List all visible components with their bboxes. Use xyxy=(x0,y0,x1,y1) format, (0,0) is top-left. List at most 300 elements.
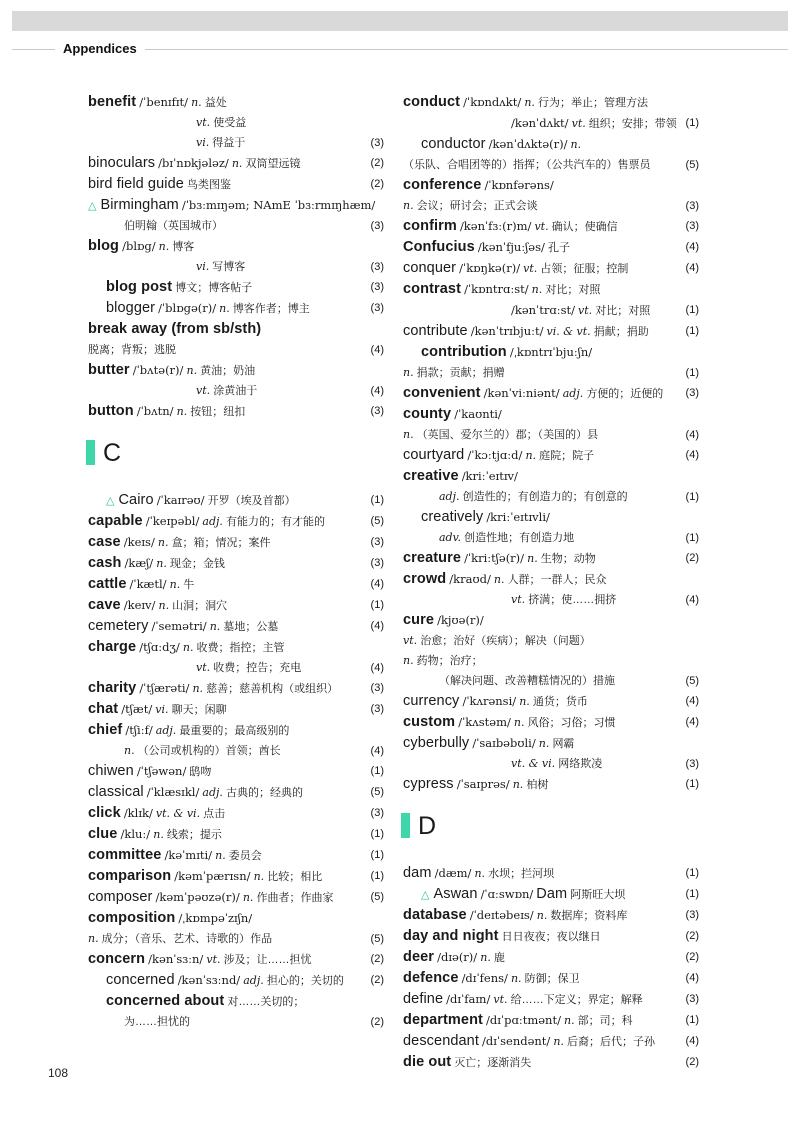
level-number: (2) xyxy=(370,178,384,190)
entry-row xyxy=(88,574,384,595)
entry-row xyxy=(403,569,699,590)
entry-row xyxy=(403,321,699,342)
definition: 对比；对照 xyxy=(595,305,651,317)
level-number: (5) xyxy=(370,786,384,798)
headword: convenient xyxy=(403,385,481,401)
definition: 方便的；近便的 xyxy=(586,388,664,400)
entry-row xyxy=(403,134,699,155)
headword: charity xyxy=(88,680,137,696)
definition: 伯明翰（英国城市） xyxy=(124,220,223,232)
entry-row xyxy=(88,113,384,133)
headword: classical xyxy=(88,784,144,800)
level-number: (4) xyxy=(370,578,384,590)
part-of-speech: n. xyxy=(219,302,230,315)
level-number: (3) xyxy=(370,682,384,694)
part-of-speech: vt. xyxy=(534,220,549,233)
entry-row xyxy=(88,298,384,319)
entry-row xyxy=(88,699,384,720)
entry-row xyxy=(88,720,384,741)
part-of-speech: vt. xyxy=(196,384,211,397)
part-of-speech: n. xyxy=(474,867,486,880)
phonetic: /kənˈfɜː(r)m/ xyxy=(459,219,532,233)
definition: （英国、爱尔兰的）郡；（美国的）县 xyxy=(416,429,599,441)
phonetic: /ˈkriːtʃə(r)/ xyxy=(464,551,525,565)
definition: 给……下定义；界定；解释 xyxy=(510,994,643,1006)
definition: 鹿 xyxy=(493,952,505,964)
headword: chiwen xyxy=(88,763,134,779)
headword: county xyxy=(403,406,452,422)
phonetic: /kəmˈpəʊzə(r)/ xyxy=(155,890,240,904)
entry-row xyxy=(88,257,384,277)
headword: composition xyxy=(88,910,176,926)
part-of-speech: n. xyxy=(158,240,170,253)
definition: 防御；保卫 xyxy=(524,973,580,985)
definition: 得益于 xyxy=(212,137,246,149)
headword: chief xyxy=(88,722,123,738)
phonetic: /bɪˈnɒkjələz/ xyxy=(158,156,229,170)
phonetic: /kəˈmɪti/ xyxy=(164,848,213,862)
definition: （公司或机构的）首领；酋长 xyxy=(137,745,281,757)
entry-row xyxy=(88,845,384,866)
entry-row xyxy=(403,651,699,671)
entry-row xyxy=(403,926,699,947)
phonetic: /ˈkætl/ xyxy=(129,577,167,591)
right-column xyxy=(403,92,699,1073)
definition: 墓地；公墓 xyxy=(223,621,279,633)
phonetic: /kæʃ/ xyxy=(124,556,154,570)
headword: department xyxy=(403,1012,483,1028)
headword: currency xyxy=(403,693,460,709)
entry-row xyxy=(403,631,699,651)
level-number: (1) xyxy=(685,367,699,379)
definition: 鸟类图鉴 xyxy=(186,179,231,191)
headword: contribute xyxy=(403,323,468,339)
entry-row xyxy=(88,216,384,236)
phonetic: /ˈkaɪrəʊ/ xyxy=(156,493,205,507)
part-of-speech: vi. xyxy=(196,260,210,273)
phonetic: /blɒg/ xyxy=(122,239,156,253)
entry-row xyxy=(88,1012,384,1032)
part-of-speech: n. xyxy=(158,599,170,612)
triangle-marker-icon: △ xyxy=(88,200,97,212)
phonetic: /kənˈfjuːʃəs/ xyxy=(477,240,545,254)
headword: contribution xyxy=(421,344,507,360)
definition: 博客 xyxy=(172,241,195,253)
entry-row xyxy=(88,133,384,153)
entry-row xyxy=(88,401,384,422)
headword: cure xyxy=(403,612,435,628)
entry-row xyxy=(403,466,699,487)
entry-row xyxy=(403,383,699,404)
definition: 日日夜夜；夜以继日 xyxy=(501,931,601,943)
level-number: (3) xyxy=(685,387,699,399)
definition: 聊天；闲聊 xyxy=(171,704,227,716)
entry-row xyxy=(403,774,699,795)
part-of-speech: n. xyxy=(153,828,164,841)
definition: 收费；控告；充电 xyxy=(213,662,302,674)
entry-row xyxy=(403,92,699,113)
level-number: (2) xyxy=(685,1056,699,1068)
entry-row xyxy=(403,342,699,363)
phonetic: /dɪˈfaɪn/ xyxy=(446,992,491,1006)
phonetic: /ˈɑːswɒn/ xyxy=(480,887,534,901)
headword: crowd xyxy=(403,571,447,587)
headword: descendant xyxy=(403,1033,479,1049)
phonetic: /ˈklæsɪkl/ xyxy=(146,785,200,799)
entry-row xyxy=(88,236,384,257)
definition: 按钮；纽扣 xyxy=(190,406,246,418)
definition: 治愈；治好（疾病）；解决（问题） xyxy=(420,635,591,647)
entry-row xyxy=(403,507,699,528)
definition: 占领；征服；控制 xyxy=(540,263,629,275)
level-number: (1) xyxy=(685,1014,699,1026)
definition: 为……担忧的 xyxy=(124,1016,190,1028)
phonetic: /kənˈsɜːnd/ xyxy=(177,973,241,987)
headword: confirm xyxy=(403,218,457,234)
definition: （乐队、合唱团等的）指挥；（公共汽车的）售票员 xyxy=(403,159,651,171)
part-of-speech: vt. xyxy=(523,262,538,275)
entry-row xyxy=(88,553,384,574)
part-of-speech: n. xyxy=(480,951,491,964)
definition: 比较；相比 xyxy=(267,871,323,883)
level-number: (1) xyxy=(685,888,699,900)
phonetic: /ˈkɒŋkə(r)/ xyxy=(459,261,521,275)
part-of-speech: adj. xyxy=(202,786,223,799)
entry-row xyxy=(403,733,699,754)
phonetic: /kjʊə(r)/ xyxy=(437,613,484,627)
level-number: (2) xyxy=(370,974,384,986)
entry-row xyxy=(403,691,699,712)
entry-row xyxy=(88,340,384,360)
entry-row xyxy=(403,425,699,445)
definition: 孔子 xyxy=(547,242,570,254)
headword: concerned xyxy=(106,972,175,988)
level-number: (3) xyxy=(370,536,384,548)
part-of-speech: n. xyxy=(403,654,414,667)
definition: 委员会 xyxy=(228,850,262,862)
definition: 捐款；贡献；捐赠 xyxy=(416,367,505,379)
entry-row xyxy=(403,445,699,466)
definition: 庭院；院子 xyxy=(539,450,595,462)
definition: 担心的；关切的 xyxy=(266,975,344,987)
headword: break away (from sb/sth) xyxy=(88,321,262,337)
level-number: (2) xyxy=(370,157,384,169)
level-number: (2) xyxy=(685,951,699,963)
entry-row xyxy=(88,929,384,949)
definition: 作曲者；作曲家 xyxy=(256,892,334,904)
level-number: (3) xyxy=(370,302,384,314)
headword: case xyxy=(88,534,121,550)
entry-row xyxy=(403,528,699,548)
definition: 写博客 xyxy=(212,261,246,273)
entry-row xyxy=(403,754,699,774)
definition: 柏树 xyxy=(526,779,549,791)
definition: 确认；使确信 xyxy=(551,221,618,233)
phonetic: /ˈdeɪtəbeɪs/ xyxy=(469,908,534,922)
entry-row xyxy=(403,404,699,425)
phonetic: /kluː/ xyxy=(120,827,151,841)
definition: 后裔；后代；子孙 xyxy=(567,1036,656,1048)
entry-row xyxy=(88,277,384,298)
headword: bird field guide xyxy=(88,176,184,192)
part-of-speech: vt. xyxy=(196,116,211,129)
part-of-speech: n. xyxy=(403,199,414,212)
level-number: (4) xyxy=(370,745,384,757)
headword: deer xyxy=(403,949,435,965)
part-of-speech: n. xyxy=(157,536,169,549)
part-of-speech: n. xyxy=(186,364,198,377)
level-number: (5) xyxy=(685,675,699,687)
part-of-speech: n. xyxy=(209,620,221,633)
definition: 药物；治疗； xyxy=(416,655,483,667)
phonetic: /kənˈtrɪbjuːt/ xyxy=(470,324,544,338)
phonetic: /ˈbɜːmɪŋəm; NAmE ˈbɜːrmɪŋhæm/ xyxy=(181,198,376,212)
part-of-speech: vt. xyxy=(578,304,593,317)
definition: 成分；（音乐、艺术、诗歌的）作品 xyxy=(101,933,273,945)
definition: 双筒望远镜 xyxy=(245,158,301,170)
part-of-speech: n. xyxy=(493,573,505,586)
definition: 最重要的；最高级别的 xyxy=(179,725,290,737)
entry-row xyxy=(88,970,384,991)
definition: 阿斯旺大坝 xyxy=(570,889,626,901)
part-of-speech: n. xyxy=(510,972,522,985)
level-number: (1) xyxy=(370,494,384,506)
phonetic: /ˈkɒndʌkt/ xyxy=(463,95,522,109)
headword: button xyxy=(88,403,134,419)
level-number: (2) xyxy=(370,953,384,965)
part-of-speech: n. xyxy=(215,849,226,862)
definition: 人群；一群人；民众 xyxy=(507,574,607,586)
level-number: (1) xyxy=(370,870,384,882)
headword: blog xyxy=(88,238,120,254)
entry-row xyxy=(88,741,384,761)
definition: 博文；博客帖子 xyxy=(175,282,253,294)
entry-row xyxy=(88,887,384,908)
definition: 古典的；经典的 xyxy=(226,787,303,799)
entry-row xyxy=(403,884,699,905)
entry-row xyxy=(403,300,699,321)
phonetic: /kənˈsɜːn/ xyxy=(148,952,204,966)
entry-row xyxy=(88,803,384,824)
level-number: (4) xyxy=(685,594,699,606)
entry-row xyxy=(88,92,384,113)
definition: 风俗；习俗；习惯 xyxy=(527,717,616,729)
entry-row xyxy=(88,490,384,511)
page-number: 108 xyxy=(48,1066,69,1080)
phonetic: /ˈsemətri/ xyxy=(151,619,207,633)
definition: 对比；对照 xyxy=(545,284,601,296)
entry-row xyxy=(403,216,699,237)
entry-row xyxy=(403,237,699,258)
headword: binoculars xyxy=(88,155,156,171)
level-number: (3) xyxy=(370,281,384,293)
phonetic: /keɪv/ xyxy=(123,598,156,612)
entry-row xyxy=(403,155,699,175)
level-number: (3) xyxy=(370,220,384,232)
level-number: (2) xyxy=(685,552,699,564)
part-of-speech: n. xyxy=(156,557,167,570)
entry-row xyxy=(88,595,384,616)
part-of-speech: adj. xyxy=(439,490,460,503)
headword: charge xyxy=(88,639,137,655)
level-number: (1) xyxy=(370,765,384,777)
definition: 收费；指控；主管 xyxy=(196,642,285,654)
entry-row xyxy=(88,678,384,699)
part-of-speech: vi. xyxy=(196,136,210,149)
definition: 部；司；科 xyxy=(577,1015,633,1027)
definition: 捐献；捐助 xyxy=(593,326,649,338)
triangle-marker-icon: △ xyxy=(106,495,115,507)
level-number: (1) xyxy=(685,325,699,337)
level-number: (1) xyxy=(685,867,699,879)
phonetic: /ˈtʃəwən/ xyxy=(136,764,187,778)
headword: concern xyxy=(88,951,146,967)
definition: 行为；举止；管理方法 xyxy=(537,97,648,109)
phonetic: /ˈkeɪpəbl/ xyxy=(145,514,200,528)
definition: 涉及；让……担忧 xyxy=(223,954,312,966)
entry-row xyxy=(88,824,384,845)
headword: cave xyxy=(88,597,121,613)
definition: 点击 xyxy=(203,808,226,820)
level-number: (4) xyxy=(685,429,699,441)
entry-row xyxy=(403,175,699,196)
level-number: (1) xyxy=(370,828,384,840)
definition: 创造性地；有创造力地 xyxy=(464,532,575,544)
part-of-speech: n. xyxy=(242,891,254,904)
headword: creature xyxy=(403,550,462,566)
part-of-speech: vi. & vt. xyxy=(546,325,591,338)
part-of-speech: n. xyxy=(538,737,550,750)
headword: cash xyxy=(88,555,122,571)
entry-row xyxy=(88,782,384,803)
headword: dam xyxy=(403,865,432,881)
headword: conductor xyxy=(421,136,486,152)
phonetic: /ˈbʌtə(r)/ xyxy=(132,363,184,377)
level-number: (3) xyxy=(370,807,384,819)
section-marker xyxy=(86,440,95,465)
part-of-speech: adj. xyxy=(243,974,264,987)
level-number: (1) xyxy=(685,778,699,790)
part-of-speech: n. xyxy=(527,552,538,565)
level-number: (1) xyxy=(685,304,699,316)
headword: cypress xyxy=(403,776,454,792)
part-of-speech: n. xyxy=(525,449,537,462)
entry-row xyxy=(88,511,384,532)
definition: 涂黄油于 xyxy=(213,385,258,397)
entry-row xyxy=(403,1052,699,1073)
headword: clue xyxy=(88,826,118,842)
phonetic: /klɪk/ xyxy=(123,806,153,820)
level-number: (3) xyxy=(370,261,384,273)
level-number: (1) xyxy=(370,599,384,611)
level-number: (4) xyxy=(685,716,699,728)
headword: database xyxy=(403,907,467,923)
definition: 脱离；背叛；逃脱 xyxy=(88,344,176,356)
section-letter: C xyxy=(103,439,122,467)
definition: 组织；安排；带领 xyxy=(588,118,677,130)
phonetic: /kənˈtrɑːst/ xyxy=(511,303,575,317)
part-of-speech: n. xyxy=(169,578,181,591)
entry-row xyxy=(88,381,384,401)
entry-row xyxy=(88,658,384,678)
entry-row xyxy=(403,487,699,507)
level-number: (4) xyxy=(685,449,699,461)
level-number: (5) xyxy=(370,515,384,527)
headword: cyberbully xyxy=(403,735,470,751)
definition: 数据库；资料库 xyxy=(550,910,628,922)
section-marker xyxy=(401,813,410,838)
level-number: (4) xyxy=(370,344,384,356)
phonetic: /dɪˈsendənt/ xyxy=(482,1034,551,1048)
level-number: (4) xyxy=(685,1035,699,1047)
headword: click xyxy=(88,805,121,821)
phonetic: /kriːˈeɪtɪvli/ xyxy=(486,510,550,524)
phonetic: /kraʊd/ xyxy=(449,572,491,586)
level-number: (5) xyxy=(370,891,384,903)
headword: cemetery xyxy=(88,618,149,634)
part-of-speech: n. xyxy=(564,1014,575,1027)
section-header-c xyxy=(86,434,384,476)
phonetic: /kənˈdʌkt/ xyxy=(511,116,569,130)
part-of-speech: n. xyxy=(192,682,204,695)
headword: creative xyxy=(403,468,459,484)
headword: Cairo xyxy=(118,492,154,508)
entry-row xyxy=(403,1010,699,1031)
entry-row xyxy=(88,616,384,637)
part-of-speech: vt. xyxy=(571,117,586,130)
definition: 博客作者；博主 xyxy=(232,303,310,315)
definition: 水坝；拦河坝 xyxy=(488,868,555,880)
headword: cattle xyxy=(88,576,127,592)
entry-row xyxy=(88,532,384,553)
level-number: (2) xyxy=(370,1016,384,1028)
phonetic: /ˈbenɪfɪt/ xyxy=(139,95,189,109)
triangle-marker-icon: △ xyxy=(421,889,430,901)
entry-row xyxy=(403,590,699,610)
entry-row xyxy=(88,174,384,195)
headword: benefit xyxy=(88,94,137,110)
definition: 线索；提示 xyxy=(166,829,222,841)
entry-row xyxy=(403,671,699,691)
headword: blogger xyxy=(106,300,156,316)
phonetic: /ˌkɒmpəˈzɪʃn/ xyxy=(178,911,253,925)
phonetic: /tʃiːf/ xyxy=(125,723,153,737)
part-of-speech: vt. xyxy=(196,661,211,674)
headword: conquer xyxy=(403,260,457,276)
page-header-title: Appendices xyxy=(55,41,145,56)
part-of-speech: vt. xyxy=(493,993,508,1006)
entry-row xyxy=(88,991,384,1012)
phonetic: /ˈkʌrənsi/ xyxy=(462,694,517,708)
entry-row xyxy=(403,863,699,884)
definition: 使受益 xyxy=(213,117,247,129)
phonetic: /ˈblɒgə(r)/ xyxy=(158,301,217,315)
level-number: (5) xyxy=(370,933,384,945)
definition: 对……关切的； xyxy=(227,996,305,1008)
phonetic: /ˈkʌstəm/ xyxy=(458,715,511,729)
part-of-speech: n. xyxy=(519,695,530,708)
headword: chat xyxy=(88,701,119,717)
level-number: (3) xyxy=(370,557,384,569)
definition: 牛 xyxy=(183,579,195,591)
level-number: (4) xyxy=(685,262,699,274)
entry-row xyxy=(88,949,384,970)
level-number: (4) xyxy=(370,620,384,632)
definition: 盒；箱；情况；案件 xyxy=(171,537,271,549)
part-of-speech: adj. xyxy=(155,724,177,737)
headword: composer xyxy=(88,889,153,905)
entry-row xyxy=(403,548,699,569)
